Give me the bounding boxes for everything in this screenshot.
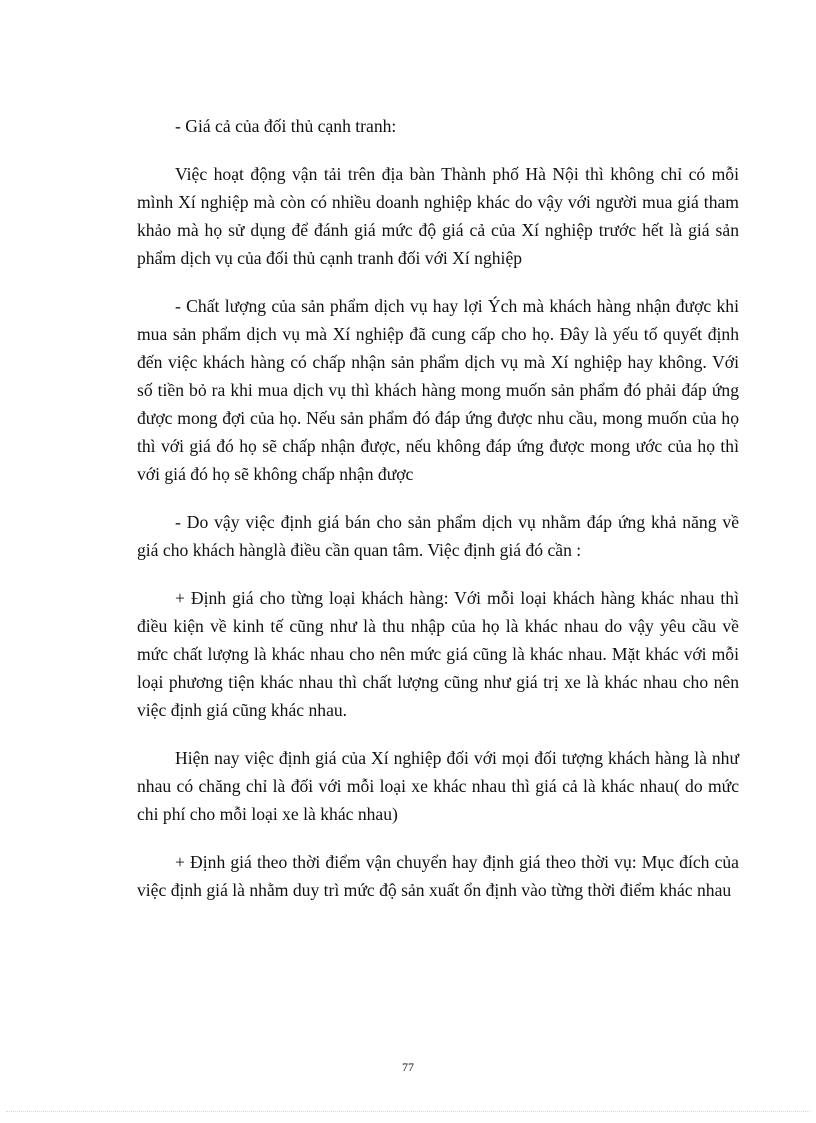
- paragraph-competitor-price-heading: - Giá cả của đối thủ cạnh tranh:: [175, 116, 397, 136]
- page-number: 77: [402, 1060, 414, 1074]
- paragraph-pricing-by-season: + Định giá theo thời điểm vận chuyển hay định giá theo thời vụ: Mục đích của việc định giá là nhằm duy trì mức độ sản xuất ổn định vào từng thời điểm khác nhau: [137, 852, 739, 900]
- paragraph-service-quality: - Chất lượng của sản phẩm dịch vụ hay lợi Ých mà khách hàng nhận được khi mua sản phẩm dịch vụ mà Xí nghiệp đã cung cấp cho họ. Đây là yếu tố quyết định đến việc khách hàng có chấp nhận sản phẩm dịch vụ mà Xí nghiệp hay không. Với số tiền bỏ ra khi mua dịch vụ thì khách hàng mong muốn sản phẩm đó phải đáp ứng được mong đợi của họ. Nếu sản phẩm đó đáp ứng được nhu cầu, mong muốn của họ thì với giá đó họ sẽ chấp nhận được, nếu không đáp ứng được mong ước của họ thì với giá đó họ sẽ không chấp nhận được: [137, 296, 739, 484]
- paragraph-pricing-intro: - Do vậy việc định giá bán cho sản phẩm dịch vụ nhằm đáp ứng khả năng về giá cho khách hànglà điều cần quan tâm. Việc định giá đó cần :: [137, 512, 739, 560]
- paragraph-transport-activity: Việc hoạt động vận tải trên địa bàn Thành phố Hà Nội thì không chỉ có mỗi mình Xí nghiệp mà còn có nhiều doanh nghiệp khác do vậy với người mua giá tham khảo mà họ sử dụng để đánh giá mức độ giá cả của Xí nghiệp trước hết là giá sản phẩm dịch vụ của đối thủ cạnh tranh đối với Xí nghiệp: [137, 164, 739, 268]
- page-body: [137, 112, 739, 924]
- paragraph-pricing-by-customer: + Định giá cho từng loại khách hàng: Với mỗi loại khách hàng khác nhau thì điều kiện về kinh tế cũng như là thu nhập của họ là khác nhau do vậy yêu cầu về mức chất lượng là khác nhau cho nên mức giá cũng là khác nhau. Mặt khác với mỗi loại phương tiện khác nhau thì chất lượng cũng như giá trị xe là khác nhau cho nên việc định giá cũng khác nhau.: [137, 588, 739, 720]
- page-bottom-divider: [6, 1111, 810, 1112]
- paragraph-current-pricing: Hiện nay việc định giá của Xí nghiệp đối với mọi đối tượng khách hàng là như nhau có chăng chỉ là đối với mỗi loại xe khác nhau thì giá cả là khác nhau( do mức chi phí cho mỗi loại xe là khác nhau): [137, 748, 739, 824]
